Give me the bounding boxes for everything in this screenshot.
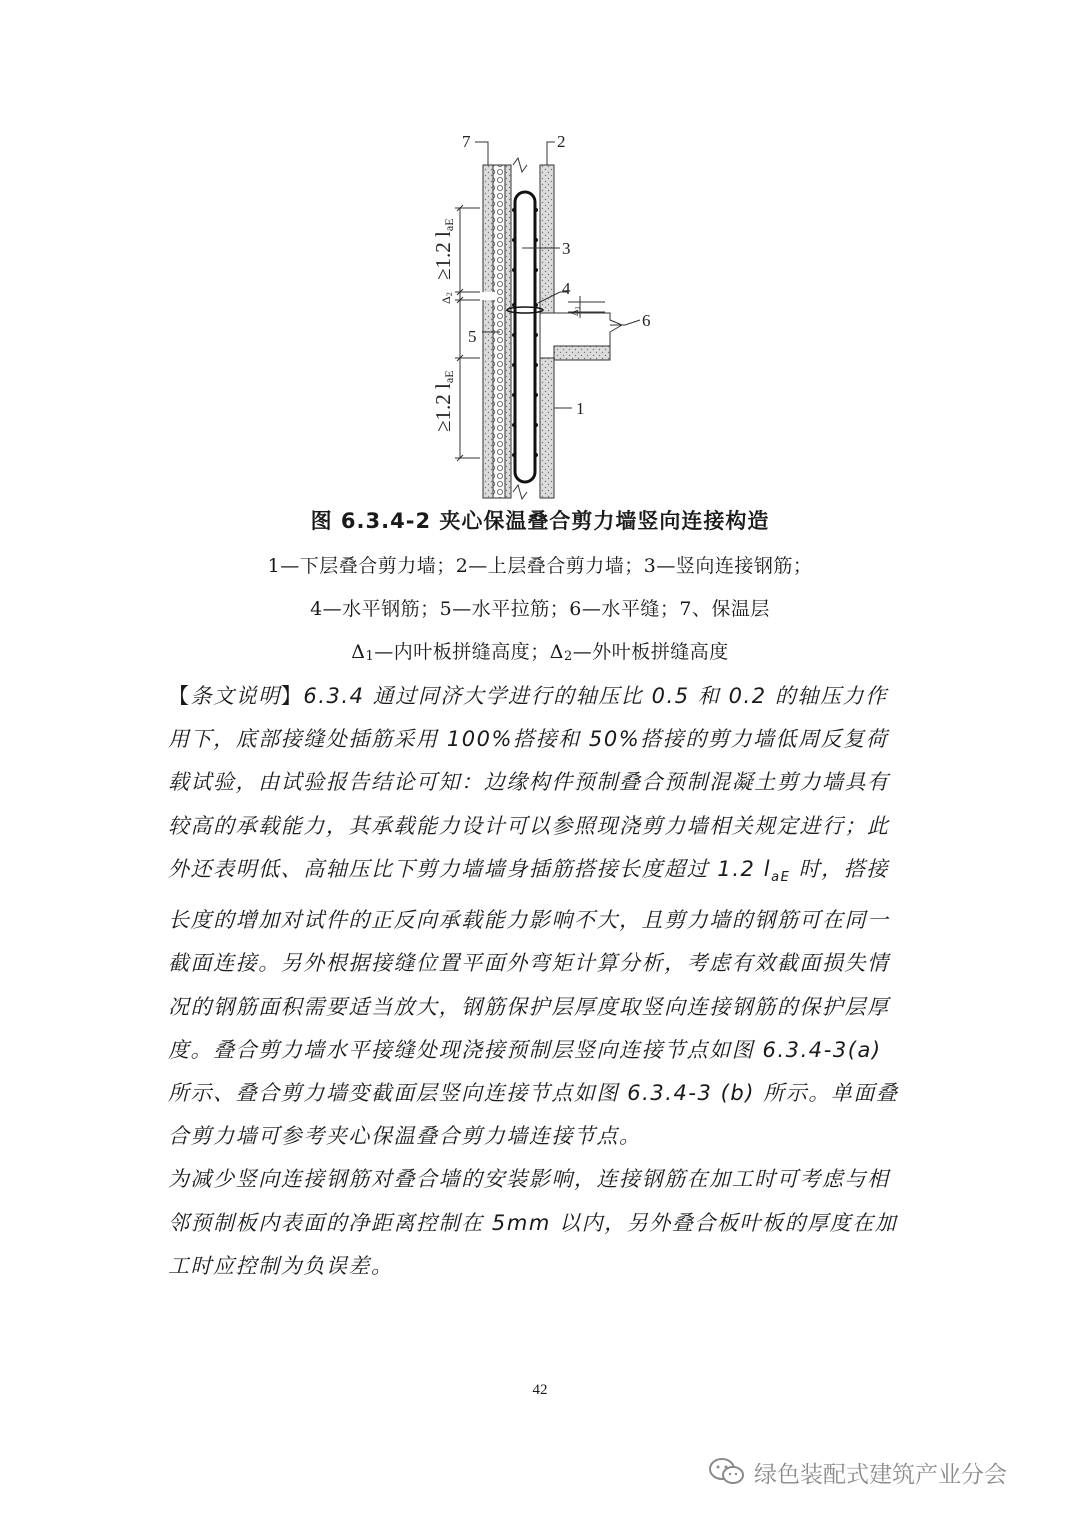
legend-delta1-sub: 1 <box>365 649 375 664</box>
upper-wall-right-leaf <box>540 165 554 313</box>
svg-text:Δ2: Δ2 <box>439 292 454 304</box>
legend-delta2-sub: 2 <box>563 649 573 664</box>
clause-number: 6.3.4 <box>303 684 365 708</box>
label-7: 7 <box>462 132 471 151</box>
break-mark-bottom <box>513 485 527 499</box>
bracket-open: 【 <box>168 684 191 708</box>
outer-leaf-joint <box>480 292 496 300</box>
figure-6-3-4-2 <box>400 120 700 500</box>
commentary-heading: 条文说明 <box>190 684 281 708</box>
figure-caption-title: 图 6.3.4-2 夹心保温叠合剪力墙竖向连接构造 <box>310 509 770 533</box>
break-mark-top <box>513 158 527 172</box>
vertical-connecting-rebar <box>515 192 535 482</box>
inner-leaf-panel <box>505 165 511 498</box>
watermark <box>708 1452 1007 1492</box>
legend-inner-joint-text: —内叶板拼缝高度；Δ <box>374 641 564 663</box>
commentary-lae-sub: aE <box>771 870 791 885</box>
commentary-text-b: 时，搭接长度的增加对试件的正反向承载能力影响不大，且剪力墙的钢筋可在同一截面连接。另外根据接缝位置平面外弯矩计算分析，考虑有效截面损失情况的钢筋面积需要适当放大，钢筋保护层厚度取竖向连接钢筋的保护层厚度。叠合剪力墙水平接缝处现浇接预制层竖向连接节点如图 6.3.4-3(a) 所示、叠合剪力墙变截面层竖向连接节点如图 6.3.4-3 (b) 所示。单面叠合剪力墙可参考夹心保温叠合剪力墙连接节点。 <box>168 856 899 1149</box>
figure-legend-line-1: 1—下层叠合剪力墙；2—上层叠合剪力墙；3—竖向连接钢筋； <box>267 555 813 577</box>
commentary-paragraph-2: 为减少竖向连接钢筋对叠合墙的安装影响，连接钢筋在加工时可考虑与相邻预制板内表面的净距离控制在 5mm 以内，另外叠合板叶板的厚度在加工时应控制为负误差。 <box>168 1167 898 1278</box>
lower-wall-right-leaf <box>540 358 554 498</box>
label-4: 4 <box>562 279 571 298</box>
dim-lower-label <box>431 370 456 432</box>
dim-upper-label <box>431 218 456 280</box>
bracket-close: 】 <box>280 684 304 708</box>
commentary-text-a: 通过同济大学进行的轴压比 0.5 和 0.2 的轴压力作用下，底部接缝处插筋采用 100%搭接和 50%搭接的剪力墙低周反复荷载试验，由试验报告结论可知：边缘构件预制叠合预制混凝土剪力墙具有较高的承载能力，其承载能力设计可以参照现浇剪力墙相关规定进行；此外还表明低、高轴压比下剪力墙墙身插筋搭接长度超过 1.2 l <box>168 684 890 881</box>
svg-text:Δ1: $\Delta_1$ <box>570 306 582 316</box>
label-2: 2 <box>557 132 566 151</box>
legend-outer-joint-text: —外叶板拼缝高度 <box>572 641 729 663</box>
floor-slab <box>554 346 610 360</box>
wechat-icon <box>708 1456 746 1488</box>
watermark-text: 绿色装配式建筑产业分会 <box>754 1461 1007 1488</box>
svg-text:≥1.2 laE: ≥1.2 laE <box>431 370 456 432</box>
label-1: 1 <box>576 399 585 418</box>
legend-delta1: Δ <box>351 641 366 663</box>
wall-connection-diagram <box>400 120 700 500</box>
horizontal-tie <box>507 307 543 313</box>
label-6: 6 <box>642 311 651 330</box>
delta2-label <box>439 292 454 304</box>
figure-legend-line-3 <box>0 637 1080 664</box>
delta1-label <box>570 306 582 316</box>
figure-legend-line-2: 4—水平钢筋；5—水平拉筋；6—水平缝；7、保温层 <box>310 598 770 620</box>
svg-text:≥1.2 laE: ≥1.2 laE <box>431 218 456 280</box>
label-5: 5 <box>468 327 477 346</box>
label-3: 3 <box>562 239 571 258</box>
commentary-paragraph-1 <box>168 675 903 1158</box>
clause-commentary <box>168 675 903 1288</box>
page-number: 42 <box>532 1382 548 1398</box>
